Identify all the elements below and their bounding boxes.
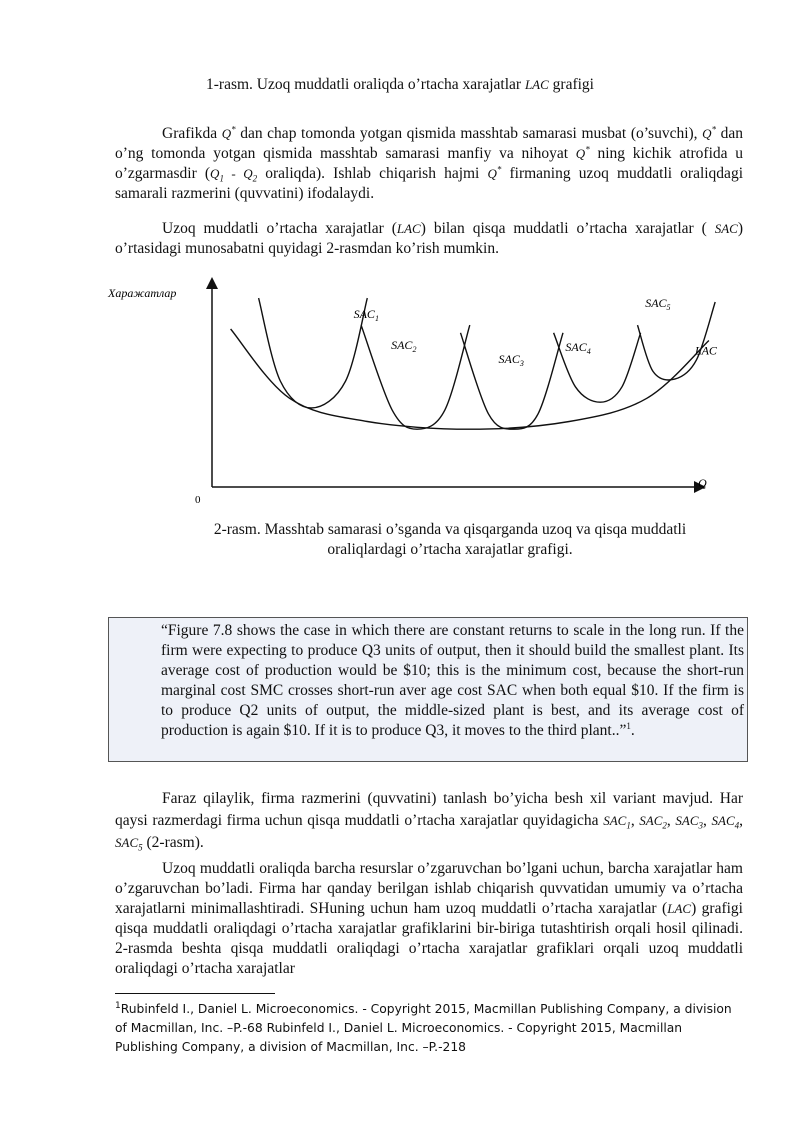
lac-label: LAC [694, 343, 717, 358]
sac-symbol: SAC [714, 221, 738, 236]
quote-text: “Figure 7.8 shows the case in which there are constant returns to scale in the long run. If the firm were expecting to produce Q3 units of output, then it should build the smallest plant. Its average cost of production would be $10; this is the minimum cost, because the short-run marginal cost SMC crosses short-run aver age cost SAC when both equal $10. If the firm is to produce Q2 units of output, the middle-sized plant is best, and its average cost of production is again $10. If it is to produce Q3, it moves to the third plant..”$^1$. [161, 622, 744, 739]
sac1-label: $SAC_1$ [353, 307, 379, 324]
lac-symbol: LAC [524, 77, 549, 92]
quote-box [108, 617, 748, 762]
sac3-label: $SAC_3$ [498, 351, 524, 368]
y-axis-label: Харажатлар [108, 286, 177, 300]
footnote-separator [115, 993, 275, 994]
sac1-curve [259, 298, 368, 408]
figure-2-caption: 2-rasm. Masshtab samarasi o’sganda va qisqarganda uzoq va qisqa muddatli oraliqlardagi o’rtacha xarajatlar grafigi. [213, 521, 687, 558]
footnote-ref: 1 [626, 720, 631, 731]
q-star-symbol: Q* [487, 164, 502, 181]
sac-1-symbol: $SAC_1$ [603, 813, 631, 831]
paragraph-2: Uzoq muddatli o’rtacha xarajatlar (LAC) bilan qisqa muddatli o’rtacha xarajatlar ( SAC) o’rtasidagi munosabatni quyidagi 2-rasmdan ko’rish mumkin. [115, 220, 743, 257]
footnote: $^1$Rubinfeld I., Daniel L. Microeconomics. - Copyright 2015, Macmillan Publishing Company, a division of Macmillan, Inc. –P.-68 Rubinfeld I., Daniel L. Microeconomics. - Copyright 2015, Macmillan Publishing Company, a division of Macmillan, Inc. –P.-218 [115, 1000, 732, 1054]
lac-symbol: LAC [667, 901, 692, 916]
sac-4-symbol: $SAC_4$ [711, 813, 740, 831]
sac-5-symbol: $SAC_5$ [115, 835, 143, 853]
sac2-label: $SAC_2$ [391, 338, 417, 355]
sac3-curve [461, 333, 564, 429]
figure-1-caption: 1-rasm. Uzoq muddatli oraliqda o’rtacha xarajatlar LAC grafigi [206, 76, 594, 93]
q-range-symbol: $Q_1 - Q_2$ [210, 166, 258, 184]
paragraph-4: Uzoq muddatli oraliqda barcha resurslar o’zgaruvchan bo’lgani uchun, barcha xarajatlar ham o’zgaruvchan bo’ladi. Firma har qanday berilgan ishlab chiqarish quvvatidan umumiy va o’rtacha xarajatlarni minimallashtiradi. SHuning uchun ham uzoq muddatli o’rtacha xarajatlar (LAC) grafigi qisqa muddatli oraliqdagi o’rtacha xarajatlar grafiklarini bir-biriga tutashtirish orqali hosil qilinadi. 2-rasmda beshta qisqa muddatli oraliqdagi o’rtacha xarajatlar grafiklari orqali uzoq muddatli oraliqdagi o’rtacha xarajatlar [115, 860, 743, 977]
origin-label: 0 [195, 494, 201, 506]
sac5-curve [638, 302, 716, 380]
q-star-symbol: Q* [702, 124, 717, 141]
sac-2-symbol: $SAC_2$ [639, 813, 667, 831]
lac-symbol: LAC [396, 221, 421, 236]
q-star-symbol: Q* [575, 144, 590, 161]
cost-curves-chart [100, 275, 740, 510]
curves-group [231, 296, 718, 429]
sac2-curve [361, 325, 470, 429]
sac5-label: $SAC_5$ [645, 296, 671, 312]
sac-3-symbol: $SAC_3$ [675, 813, 704, 831]
paragraph-1: Grafikda Q* dan chap tomonda yotgan qismida masshtab samarasi musbat (o’suvchi), Q* dan o’ng tomonda yotgan qismida masshtab samarasi manfiy va nihoyat Q* ning kichik atrofida u o’zgarmasdir ($Q_1 - Q_2$ oraliqda). Ishlab chiqarish hajmi Q* firmaning uzoq muddatli oraliqdagi samarali razmerini (quvvatini) ifodalaydi. [115, 124, 744, 202]
x-axis-label: Q [698, 476, 707, 490]
paragraph-3: Faraz qilaylik, firma razmerini (quvvatini) tanlash bo’yicha besh xil variant mavjud. Har qaysi razmerdagi firma uchun qisqa muddatli o’rtacha xarajatlar quyidagicha $SAC_1$, $SAC_2$, $SAC_3$, $SAC_4$, $SAC_5$ (2-rasm). [115, 790, 744, 853]
sac4-label: $SAC_4$ [565, 339, 591, 356]
q-star-symbol: Q* [221, 124, 236, 141]
